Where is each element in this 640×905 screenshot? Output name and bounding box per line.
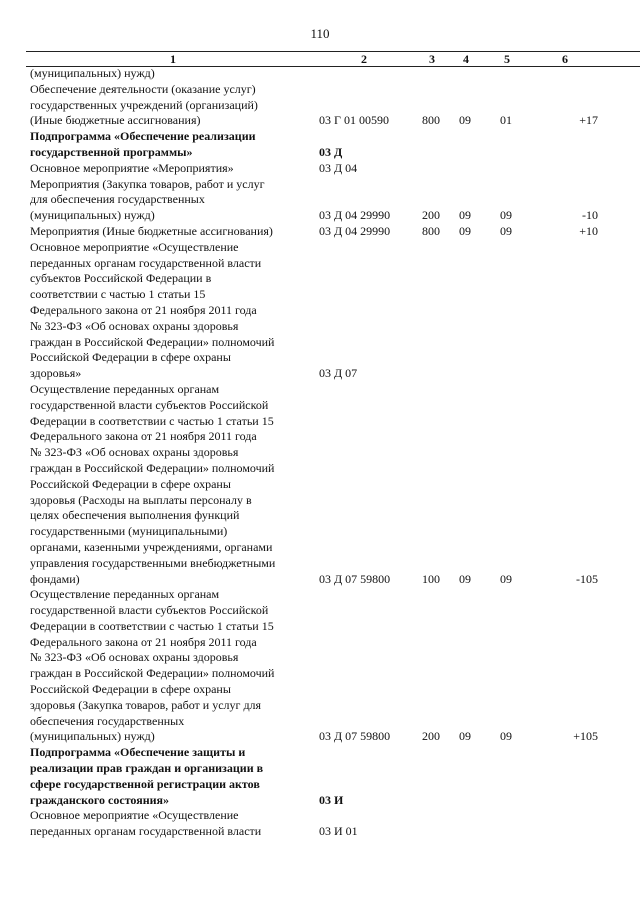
row-amount: +10 xyxy=(579,223,598,238)
row-code: 03 Д 07 59800 xyxy=(319,571,391,586)
row-code: 03 Д xyxy=(319,144,343,159)
row-section: 09 xyxy=(459,208,471,223)
table-row xyxy=(0,240,640,382)
row-description: Осуществление переданных органам государственной власти субъектов Российской Федерации в соответствии с частью 1 статьи 15 Федерального закона от 21 ноября 2011 года № 323-ФЗ «Об основах охраны здоровья граждан в Российской Федерации» полномочий Российской Федерации в сфере охраны здоровья (Расходы на выплаты персоналу в целях обеспечения выполнения функций государственными (муниципальными) органами, казенными учреждениями, органами управления государственными внебюджетными фондами) xyxy=(30,381,276,586)
table-row xyxy=(0,177,640,224)
header-col6: 6 xyxy=(562,52,568,66)
row-code: 03 Д 04 29990 xyxy=(319,208,391,223)
header-col3: 3 xyxy=(429,52,435,66)
header-col5: 5 xyxy=(504,52,510,66)
row-section: 09 xyxy=(459,223,471,238)
page-number: 110 xyxy=(310,26,330,41)
row-section: 09 xyxy=(459,729,471,744)
row-description: Подпрограмма «Обеспечение защиты и реализации прав граждан и организации в сфере государственной регистрации актов гражданского состояния» xyxy=(30,745,264,807)
row-section: 09 xyxy=(459,113,471,128)
row-code: 03 И 01 xyxy=(319,824,358,839)
row-description: Подпрограмма «Обеспечение реализации государственной программы» xyxy=(30,129,256,159)
row-description: Мероприятия (Иные бюджетные ассигнования) xyxy=(30,223,273,238)
row-subsection: 09 xyxy=(500,571,512,586)
row-description: Основное мероприятие «Осуществление переданных органам государственной власти субъектов Российской Федерации в соответствии с частью 1 статьи 15 Федерального закона от 21 ноября 2011 года № 323-ФЗ «Об основах охраны здоровья граждан в Российской Федерации» полномочий Российской Федерации в сфере охраны здоровья» xyxy=(30,239,275,381)
budget-table-body xyxy=(0,66,640,840)
table-row xyxy=(0,66,640,82)
table-row xyxy=(0,745,640,808)
row-amount: +105 xyxy=(573,729,598,744)
header-col4: 4 xyxy=(463,52,469,66)
row-amount: -10 xyxy=(582,208,598,223)
row-expense-type: 200 xyxy=(422,208,440,223)
row-expense-type: 100 xyxy=(422,571,440,586)
header-col2: 2 xyxy=(361,52,367,66)
row-description: Осуществление переданных органам государственной власти субъектов Российской Федерации в соответствии с частью 1 статьи 15 Федерального закона от 21 ноября 2011 года № 323-ФЗ «Об основах охраны здоровья граждан в Российской Федерации» полномочий Российской Федерации в сфере охраны здоровья (Закупка товаров, работ и услуг для обеспечения государственных (муниципальных) нужд) xyxy=(30,587,275,744)
row-code: 03 Д 04 xyxy=(319,160,358,175)
row-code: 03 Д 07 xyxy=(319,366,358,381)
row-subsection: 09 xyxy=(500,223,512,238)
row-description: Основное мероприятие «Осуществление переданных органам государственной власти xyxy=(30,808,262,839)
row-description: (муниципальных) нужд) xyxy=(30,66,155,80)
row-code: 03 Д 07 59800 xyxy=(319,729,391,744)
row-subsection: 09 xyxy=(500,208,512,223)
table-row xyxy=(0,224,640,240)
table-row xyxy=(0,82,640,129)
row-expense-type: 800 xyxy=(422,223,440,238)
table-row xyxy=(0,161,640,177)
row-description: Обеспечение деятельности (оказание услуг) государственных учреждений (организаций) (Иные бюджетные ассигнования) xyxy=(30,81,258,128)
row-description: Мероприятия (Закупка товаров, работ и услуг для обеспечения государственных (муниципальных) нужд) xyxy=(30,176,265,223)
row-amount: -105 xyxy=(576,571,598,586)
row-subsection: 01 xyxy=(500,113,512,128)
table-row xyxy=(0,587,640,745)
row-amount: +17 xyxy=(579,113,598,128)
header-col1: 1 xyxy=(170,52,176,66)
row-code: 03 И xyxy=(319,792,344,807)
row-expense-type: 800 xyxy=(422,113,440,128)
table-header xyxy=(26,51,640,67)
table-row xyxy=(0,129,640,161)
row-subsection: 09 xyxy=(500,729,512,744)
table-row xyxy=(0,808,640,840)
row-description: Основное мероприятие «Мероприятия» xyxy=(30,160,234,175)
row-expense-type: 200 xyxy=(422,729,440,744)
table-row xyxy=(0,382,640,587)
row-code: 03 Г 01 00590 xyxy=(319,113,389,128)
row-section: 09 xyxy=(459,571,471,586)
row-code: 03 Д 04 29990 xyxy=(319,223,391,238)
